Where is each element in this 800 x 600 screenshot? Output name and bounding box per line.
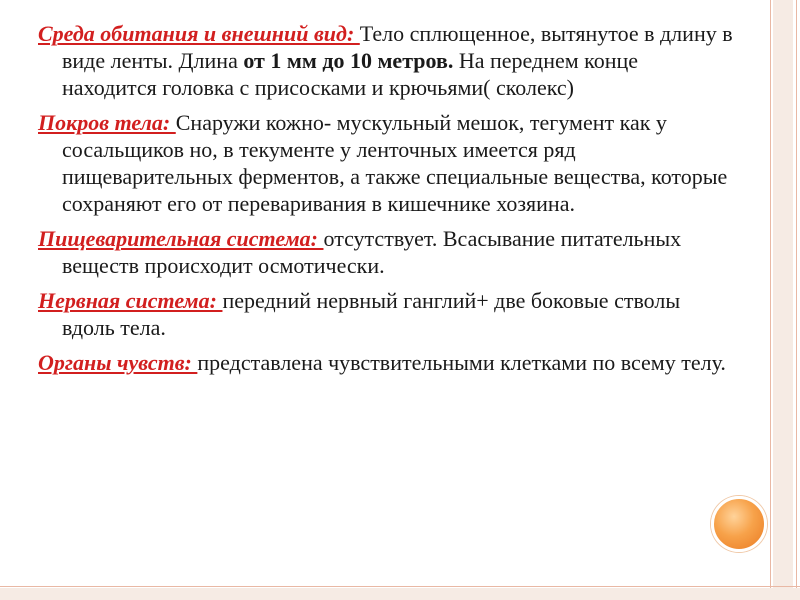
paragraph-senses <box>38 349 738 376</box>
orange-circle-decoration <box>711 496 767 552</box>
bottom-frame-band <box>0 588 800 600</box>
paragraph-habitat <box>38 20 738 101</box>
right-frame-line-inner <box>796 0 797 600</box>
paragraph-body-cover <box>38 109 738 217</box>
text-habitat-bold: от 1 мм до 10 метров. <box>243 48 454 73</box>
right-frame-band <box>773 0 793 600</box>
text-senses: представлена чувствительными клетками по всему телу. <box>197 350 726 375</box>
right-frame-line-outer <box>770 0 771 600</box>
heading-digestive: Пищеварительная система: <box>38 226 324 251</box>
heading-nervous: Нервная система: <box>38 288 223 313</box>
slide-content <box>38 20 738 384</box>
heading-senses: Органы чувств: <box>38 350 198 375</box>
text-nervous: передний нервный ганглий+ две боковые стволы вдоль тела. <box>62 288 681 340</box>
text-body-cover: Снаружи кожно- мускульный мешок, тегумент как у сосальщиков но, в текументе у ленточных имеется ряд пищеварительных ферментов, а также специальные вещества, которые сохраняют его от переваривания в кишечнике хозяина. <box>62 110 728 216</box>
bottom-frame-line <box>0 586 800 587</box>
heading-habitat: Среда обитания и внешний вид: <box>38 21 360 46</box>
paragraph-digestive <box>38 225 738 279</box>
text-habitat-b: На переднем конце находится головка с присосками и крючьями( сколекс) <box>62 48 639 100</box>
text-digestive: отсутствует. Всасывание питательных веществ происходит осмотически. <box>62 226 682 278</box>
paragraph-nervous <box>38 287 738 341</box>
heading-body-cover: Покров тела: <box>38 110 176 135</box>
text-habitat-a: Тело сплющенное, вытянутое в длину в виде ленты. Длина <box>62 21 733 73</box>
